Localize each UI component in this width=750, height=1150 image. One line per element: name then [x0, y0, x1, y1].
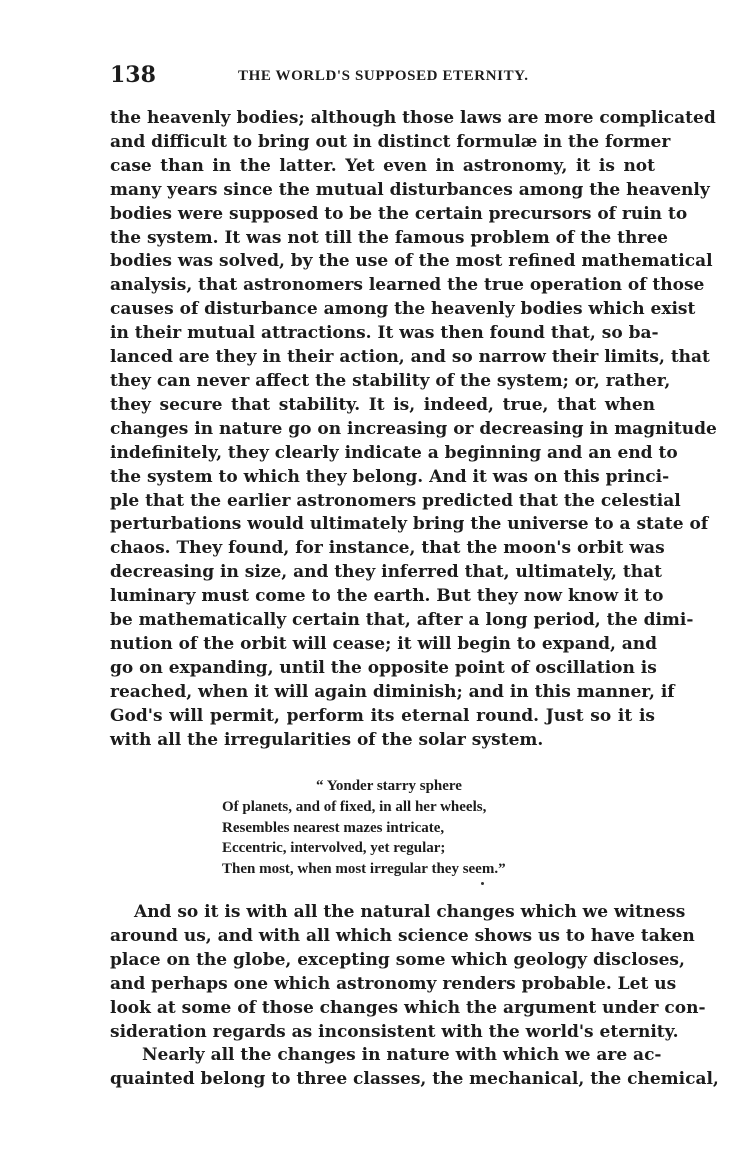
- text-line: ple that the earlier astronomers predicted that the celestial: [110, 490, 681, 511]
- print-speck: [481, 882, 484, 885]
- text-line: case than in the latter. Yet even in astronomy, it is not: [110, 155, 655, 176]
- poem-line: Eccentric, intervolved, yet regular;: [222, 840, 446, 857]
- text-line: the system to which they belong. And it was on this princi-: [110, 466, 670, 487]
- paragraph-2: [110, 901, 719, 1092]
- poem-quotation: [222, 776, 582, 880]
- running-head: THE WORLD'S SUPPOSED ETERNITY.: [238, 68, 529, 84]
- text-line: around us, and with all which science shows us to have taken: [110, 925, 695, 946]
- poem-line: Resembles nearest mazes intricate,: [222, 819, 445, 836]
- text-line: go on expanding, until the opposite point of oscillation is: [110, 657, 657, 678]
- text-line: reached, when it will again diminish; and in this manner, if: [110, 681, 675, 702]
- text-line: God's will permit, perform its eternal round. Just so it is: [110, 705, 655, 726]
- text-line: nution of the orbit will cease; it will begin to expand, and: [110, 633, 658, 654]
- text-line: the heavenly bodies; although those laws are more complicated: [110, 108, 716, 128]
- text-line: they secure that stability. It is, indeed, true, that when: [110, 394, 655, 415]
- text-line: luminary must come to the earth. But they now know it to: [110, 586, 664, 607]
- text-line: bodies were supposed to be the certain precursors of ruin to: [110, 203, 688, 224]
- text-line: they can never affect the stability of the system; or, rather,: [110, 370, 671, 391]
- text-line: look at some of those changes which the argument under con-: [110, 997, 706, 1018]
- text-line: changes in nature go on increasing or decreasing in magnitude: [110, 418, 717, 439]
- text-line: Nearly all the changes in nature with which we are ac-: [142, 1045, 662, 1066]
- text-line: analysis, that astronomers learned the true operation of those: [110, 275, 705, 296]
- text-line: many years since the mutual disturbances among the heavenly: [110, 179, 710, 200]
- text-line: And so it is with all the natural changes which we witness: [134, 902, 686, 922]
- text-line: place on the globe, excepting some which geology discloses,: [110, 949, 685, 970]
- text-line: causes of disturbance among the heavenly bodies which exist: [110, 299, 696, 320]
- poem-line: Of planets, and of fixed, in all her wheels,: [222, 798, 487, 815]
- text-line: and perhaps one which astronomy renders probable. Let us: [110, 973, 677, 994]
- text-line: chaos. They found, for instance, that the moon's orbit was: [110, 538, 665, 559]
- text-line: sideration regards as inconsistent with the world's eternity.: [110, 1021, 679, 1042]
- poem-line: “ Yonder starry sphere: [316, 778, 462, 794]
- page-number: 138: [110, 62, 156, 88]
- text-line: with all the irregularities of the solar system.: [110, 729, 544, 750]
- paragraph-1: [110, 107, 717, 752]
- text-line: perturbations would ultimately bring the universe to a state of: [110, 514, 709, 535]
- text-line: and difficult to bring out in distinct formulæ in the former: [110, 131, 671, 152]
- text-line: quainted belong to three classes, the mechanical, the chemical,: [110, 1069, 719, 1090]
- text-line: in their mutual attractions. It was then found that, so ba-: [110, 323, 659, 344]
- text-line: lanced are they in their action, and so narrow their limits, that: [110, 347, 710, 368]
- text-line: indefinitely, they clearly indicate a beginning and an end to: [110, 442, 678, 463]
- text-line: bodies was solved, by the use of the most refined mathematical: [110, 251, 713, 272]
- text-line: the system. It was not till the famous problem of the three: [110, 227, 668, 248]
- text-line: decreasing in size, and they inferred that, ultimately, that: [110, 562, 662, 583]
- poem-line: Then most, when most irregular they seem.”: [222, 861, 506, 878]
- page-header: [110, 60, 655, 90]
- text-line: be mathematically certain that, after a long period, the dimi-: [110, 610, 694, 631]
